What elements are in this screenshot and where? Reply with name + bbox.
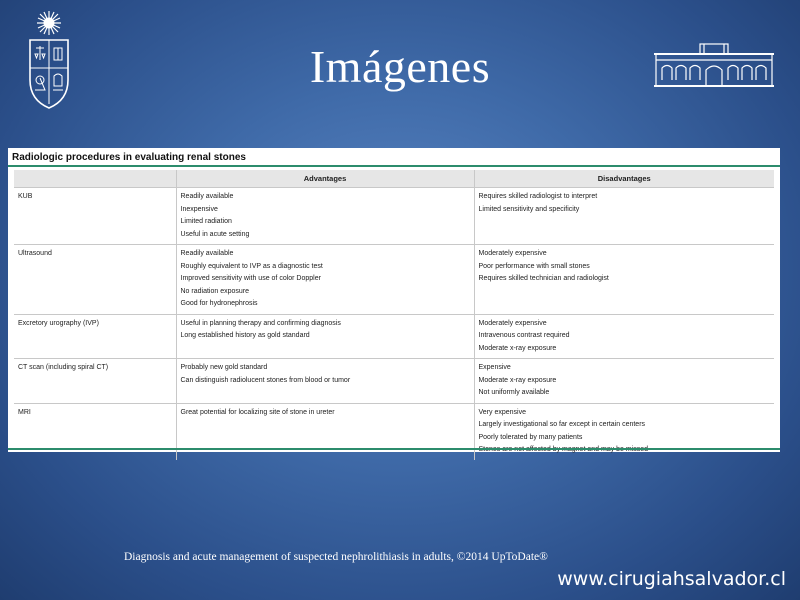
disadvantage-item: Expensive xyxy=(478,364,511,371)
disadvantages-cell xyxy=(474,245,774,315)
disadvantage-item: Moderately expensive xyxy=(478,250,547,257)
top-divider xyxy=(8,165,780,167)
procedure-name: MRI xyxy=(18,408,31,416)
advantage-item: Great potential for localizing site of stone in ureter xyxy=(180,408,335,416)
disadvantage-item: Poor performance with small stones xyxy=(478,262,590,270)
disadvantage-item: Limited sensitivity and specificity xyxy=(478,205,580,213)
disadvantage-item: Requires skilled technician and radiologist xyxy=(478,275,609,282)
source-citation: Diagnosis and acute management of suspected nephrolithiasis in adults, ©2014 UpToDate® xyxy=(124,551,548,563)
advantages-cell xyxy=(176,314,474,359)
advantages-cell xyxy=(176,359,474,404)
header-advantages: Advantages xyxy=(176,170,474,188)
procedure-cell xyxy=(14,245,176,315)
table-row xyxy=(14,359,774,404)
procedure-name: Excretory urography (IVP) xyxy=(18,319,99,327)
disadvantage-item: Largely investigational so far except in certain centers xyxy=(478,421,646,428)
disadvantage-item: Poorly tolerated by many patients xyxy=(478,433,583,441)
procedure-name: CT scan (including spiral CT) xyxy=(18,364,109,371)
advantage-item: No radiation exposure xyxy=(180,287,249,295)
procedure-name: Ultrasound xyxy=(18,250,52,257)
website-url: www.cirugiahsalvador.cl xyxy=(557,568,786,590)
advantage-item: Probably new gold standard xyxy=(180,364,268,371)
bottom-divider xyxy=(8,448,780,450)
table-row xyxy=(14,188,774,245)
disadvantages-cell xyxy=(474,403,774,460)
header-disadvantages: Disadvantages xyxy=(474,170,774,188)
disadvantage-item: Not uniformly available xyxy=(478,389,550,396)
procedure-cell xyxy=(14,359,176,404)
slide-title: Imágenes xyxy=(309,41,491,92)
advantage-item: Inexpensive xyxy=(180,205,218,213)
radiologic-procedures-table xyxy=(14,170,774,460)
advantages-cell xyxy=(176,188,474,245)
advantage-item: Can distinguish radiolucent stones from blood or tumor xyxy=(180,376,351,384)
table-row xyxy=(14,245,774,315)
advantages-cell xyxy=(176,245,474,315)
disadvantages-cell xyxy=(474,314,774,359)
procedure-cell xyxy=(14,403,176,460)
advantage-item: Long established history as gold standard xyxy=(180,332,310,339)
advantage-item: Improved sensitivity with use of color Doppler xyxy=(180,275,321,282)
disadvantages-cell xyxy=(474,359,774,404)
disadvantage-item: Intravenous contrast required xyxy=(478,332,570,339)
disadvantages-cell xyxy=(474,188,774,245)
advantage-item: Readily available xyxy=(180,193,234,200)
advantage-item: Good for hydronephrosis xyxy=(180,300,258,307)
disadvantage-item: Moderate x-ray exposure xyxy=(478,344,557,352)
advantage-item: Useful in acute setting xyxy=(180,230,250,238)
procedure-cell xyxy=(14,188,176,245)
advantage-item: Useful in planning therapy and confirming diagnosis xyxy=(180,319,341,327)
header-procedure xyxy=(14,170,176,188)
table-title: Radiologic procedures in evaluating renal stones xyxy=(12,152,246,163)
advantage-item: Roughly equivalent to IVP as a diagnostic test xyxy=(180,262,323,270)
disadvantage-item: Moderately expensive xyxy=(478,319,547,327)
advantage-item: Limited radiation xyxy=(180,218,232,225)
procedure-cell xyxy=(14,314,176,359)
table-panel xyxy=(8,148,780,452)
procedure-name: KUB xyxy=(18,193,33,200)
table-row xyxy=(14,403,774,460)
table-header-row xyxy=(14,170,774,188)
disadvantage-item: Moderate x-ray exposure xyxy=(478,376,557,384)
disadvantage-item xyxy=(479,444,771,457)
disadvantage-item: Requires skilled radiologist to interpret xyxy=(478,193,598,200)
table-row xyxy=(14,314,774,359)
advantages-cell xyxy=(176,403,474,460)
advantage-item: Readily available xyxy=(180,250,234,257)
disadvantage-item: Very expensive xyxy=(478,408,526,416)
